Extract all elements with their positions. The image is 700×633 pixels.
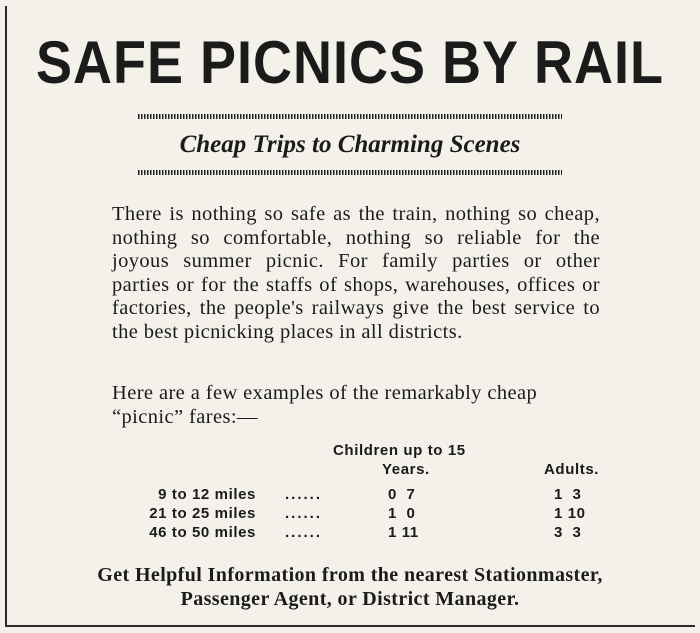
fare-children: 1 11 <box>388 524 419 541</box>
header-children: Children up to 15 <box>333 442 466 459</box>
fare-children: 0 7 <box>388 486 416 503</box>
fare-adults: 1 3 <box>554 486 582 503</box>
fare-children: 1 0 <box>388 505 416 522</box>
leader-dots: ...... <box>285 486 323 503</box>
ad-title: SAFE PICNICS BY RAIL <box>35 29 665 97</box>
fare-row <box>0 486 700 506</box>
fare-adults: 1 10 <box>554 505 586 522</box>
header-adults: Adults. <box>544 461 600 478</box>
fare-distance: 46 to 50 miles <box>149 524 256 541</box>
fare-distance: 21 to 25 miles <box>149 505 256 522</box>
ad-subtitle: Cheap Trips to Charming Scenes <box>179 131 521 158</box>
leader-dots: ...... <box>285 505 323 522</box>
footer-line-1: Get Helpful Information from the nearest Stationmaster, <box>97 564 603 586</box>
footer-text <box>0 563 700 611</box>
fare-adults: 3 3 <box>554 524 582 541</box>
leader-dots: ...... <box>285 524 323 541</box>
decorative-rule-top <box>138 114 562 119</box>
decorative-rule-bottom <box>138 170 562 175</box>
fare-row <box>0 524 700 544</box>
header-children-years: Years. <box>382 461 430 478</box>
fare-distance: 9 to 12 miles <box>158 486 256 503</box>
footer-line-2: Passenger Agent, or District Manager. <box>180 588 520 610</box>
body-paragraph: There is nothing so safe as the train, nothing so cheap, nothing so comfortable, nothing so reliable for the joyous summer picnic. For family parties or other parties or for the staffs of shops, warehouses, offices or factories, the people's railways give the best service to the best picnicking places in all districts. <box>112 203 600 343</box>
fare-row <box>0 505 700 525</box>
fares-intro: Here are a few examples of the remarkably cheap “picnic” fares:— <box>112 382 538 428</box>
